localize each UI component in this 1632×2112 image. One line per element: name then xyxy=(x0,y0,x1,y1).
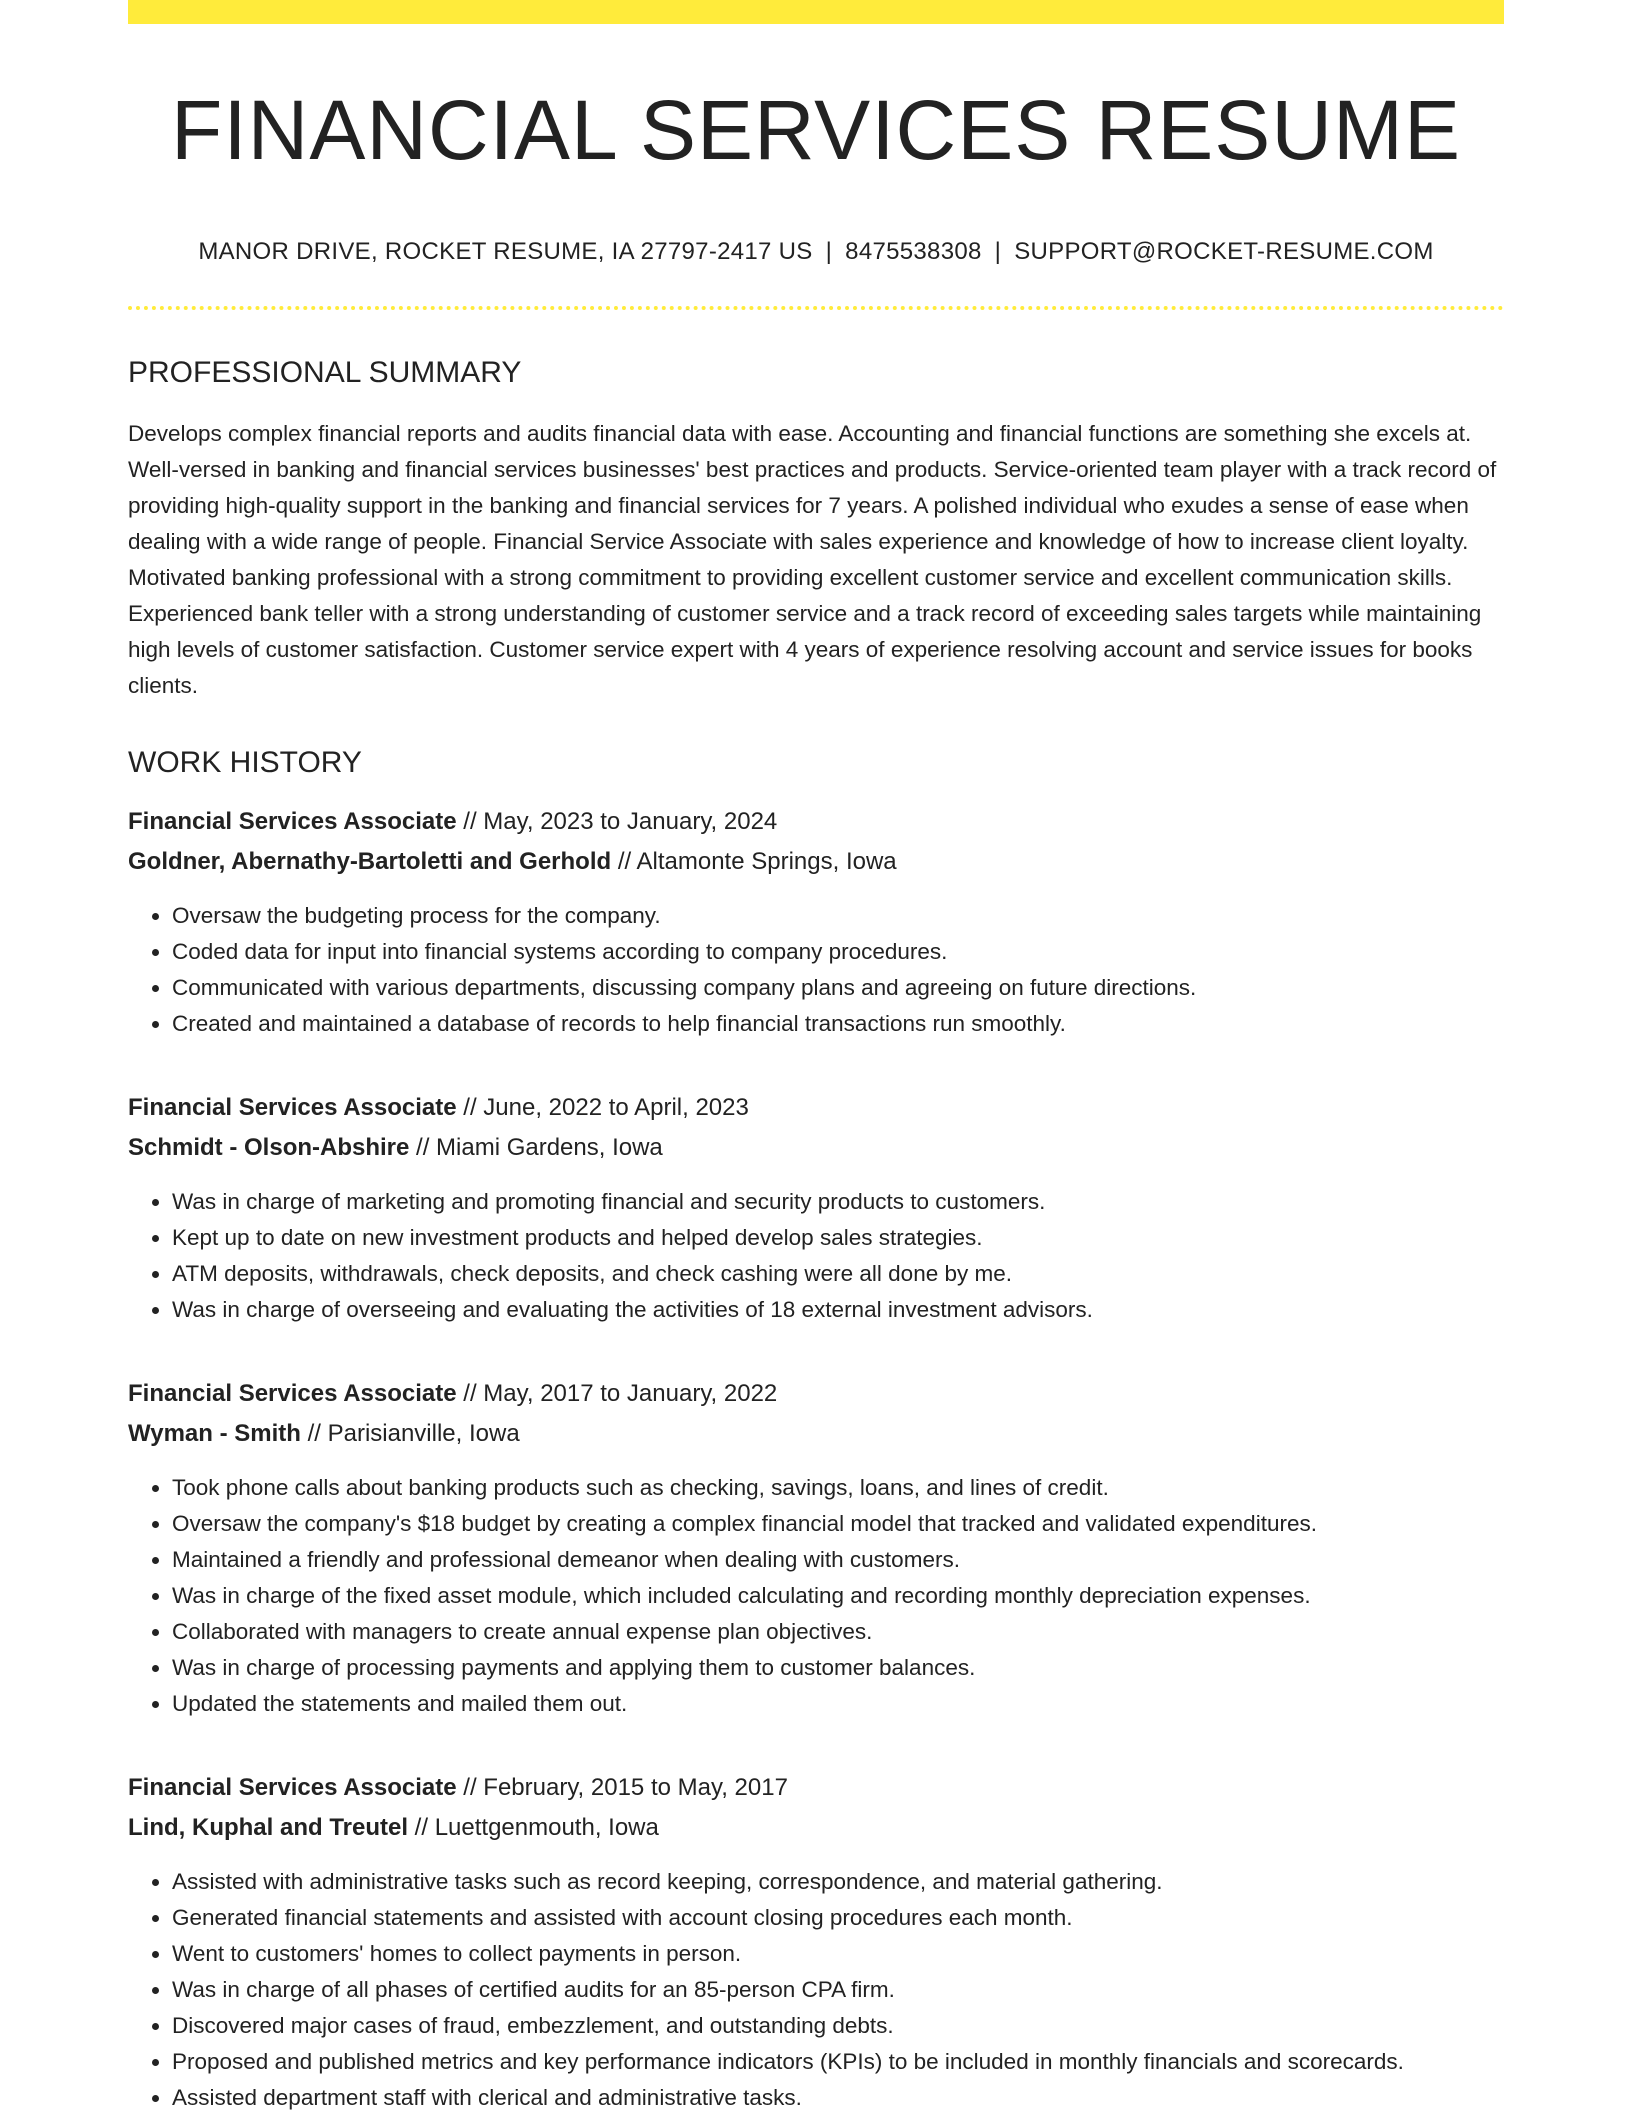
job-entry xyxy=(128,1088,1504,1328)
job-dates: // May, 2017 to January, 2022 xyxy=(456,1380,778,1408)
job-company: Goldner, Abernathy-Bartoletti and Gerhold xyxy=(128,848,612,876)
contact-line xyxy=(128,238,1504,266)
job-company: Schmidt - Olson-Abshire xyxy=(128,1134,410,1162)
job-title-line xyxy=(128,1088,1504,1128)
job-bullet: • Oversaw the budgeting process for the company. xyxy=(172,898,1504,934)
contact-separator: | xyxy=(825,238,833,266)
work-history-heading: WORK HISTORY xyxy=(128,746,362,780)
job-bullet: • Oversaw the company's $18 budget by creating a complex financial model that tracked and validated expenditures. xyxy=(172,1506,1504,1542)
job-bullet: • Collaborated with managers to create annual expense plan objectives. xyxy=(172,1614,1504,1650)
job-dates: // June, 2022 to April, 2023 xyxy=(456,1094,749,1122)
job-entry xyxy=(128,1768,1504,2112)
job-title-line xyxy=(128,802,1504,842)
contact-separator: | xyxy=(994,238,1002,266)
job-title: Financial Services Associate xyxy=(128,1094,457,1122)
job-bullet: • Maintained a friendly and professional demeanor when dealing with customers. xyxy=(172,1542,1504,1578)
job-entry xyxy=(128,802,1504,1042)
job-company-line xyxy=(128,1808,1504,1848)
job-title: Financial Services Associate xyxy=(128,808,457,836)
job-bullet: • Generated financial statements and assisted with account closing procedures each month. xyxy=(172,1900,1504,1936)
job-bullet: • Coded data for input into financial systems according to company procedures. xyxy=(172,934,1504,970)
contact-email[interactable]: SUPPORT@ROCKET-RESUME.COM xyxy=(1014,238,1434,266)
job-bullet: • Took phone calls about banking products such as checking, savings, loans, and lines of credit. xyxy=(172,1470,1504,1506)
summary-heading: PROFESSIONAL SUMMARY xyxy=(128,356,522,390)
job-dates: // May, 2023 to January, 2024 xyxy=(456,808,778,836)
job-company: Wyman - Smith xyxy=(128,1420,301,1448)
job-bullet-list xyxy=(128,1864,1504,2112)
job-bullet: • Created and maintained a database of records to help financial transactions run smoothly. xyxy=(172,1006,1504,1042)
dotted-divider xyxy=(128,306,1504,310)
job-dates: // February, 2015 to May, 2017 xyxy=(456,1774,788,1802)
job-company: Lind, Kuphal and Treutel xyxy=(128,1814,409,1842)
resume-page xyxy=(128,0,1504,2112)
job-location: // Luettgenmouth, Iowa xyxy=(408,1814,659,1842)
job-bullet: • Was in charge of overseeing and evaluating the activities of 18 external investment advisors. xyxy=(172,1292,1504,1328)
job-bullet: • Assisted department staff with clerical and administrative tasks. xyxy=(172,2080,1504,2112)
contact-phone[interactable]: 8475538308 xyxy=(845,238,982,266)
job-title: Financial Services Associate xyxy=(128,1380,457,1408)
summary-text: Develops complex financial reports and audits financial data with ease. Accounting and financial functions are something she excels at. Well-versed in banking and financial services businesses' best practices and products. Service-oriented team player with a track record of providing high-quality support in the banking and financial services for 7 years. A polished individual who exudes a sense of ease when dealing with a wide range of people. Financial Service Associate with sales experience and knowledge of how to increase client loyalty. Motivated banking professional with a strong commitment to providing excellent customer service and excellent communication skills. Experienced bank teller with a strong understanding of customer service and a track record of exceeding sales targets while maintaining high levels of customer satisfaction. Customer service expert with 4 years of experience resolving account and service issues for books clients. xyxy=(128,421,1497,699)
resume-title: FINANCIAL SERVICES RESUME xyxy=(171,83,1461,177)
accent-bar xyxy=(128,0,1504,24)
job-company-line xyxy=(128,842,1504,882)
job-bullet: • ATM deposits, withdrawals, check deposits, and check cashing were all done by me. xyxy=(172,1256,1504,1292)
job-bullet: • Updated the statements and mailed them out. xyxy=(172,1686,1504,1722)
job-title-line xyxy=(128,1768,1504,1808)
contact-address: MANOR DRIVE, ROCKET RESUME, IA 27797-2417 US xyxy=(198,238,813,266)
job-bullet-list xyxy=(128,1470,1504,1722)
job-bullet: • Was in charge of marketing and promoting financial and security products to customers. xyxy=(172,1184,1504,1220)
job-bullet: • Communicated with various departments, discussing company plans and agreeing on future directions. xyxy=(172,970,1504,1006)
job-title: Financial Services Associate xyxy=(128,1774,457,1802)
job-location: // Parisianville, Iowa xyxy=(300,1420,520,1448)
job-title-line xyxy=(128,1374,1504,1414)
job-company-line xyxy=(128,1128,1504,1168)
job-entry xyxy=(128,1374,1504,1722)
job-bullet: • Proposed and published metrics and key performance indicators (KPIs) to be included in monthly financials and scorecards. xyxy=(172,2044,1504,2080)
job-bullet-list xyxy=(128,898,1504,1042)
job-location: // Altamonte Springs, Iowa xyxy=(611,848,897,876)
job-bullet: • Was in charge of the fixed asset module, which included calculating and recording monthly depreciation expenses. xyxy=(172,1578,1504,1614)
job-bullet: • Was in charge of processing payments and applying them to customer balances. xyxy=(172,1650,1504,1686)
job-bullet: • Assisted with administrative tasks such as record keeping, correspondence, and material gathering. xyxy=(172,1864,1504,1900)
job-bullet-list xyxy=(128,1184,1504,1328)
job-company-line xyxy=(128,1414,1504,1454)
job-bullet: • Discovered major cases of fraud, embezzlement, and outstanding debts. xyxy=(172,2008,1504,2044)
job-bullet: • Kept up to date on new investment products and helped develop sales strategies. xyxy=(172,1220,1504,1256)
job-location: // Miami Gardens, Iowa xyxy=(409,1134,663,1162)
job-bullet: • Was in charge of all phases of certified audits for an 85-person CPA firm. xyxy=(172,1972,1504,2008)
job-bullet: • Went to customers' homes to collect payments in person. xyxy=(172,1936,1504,1972)
